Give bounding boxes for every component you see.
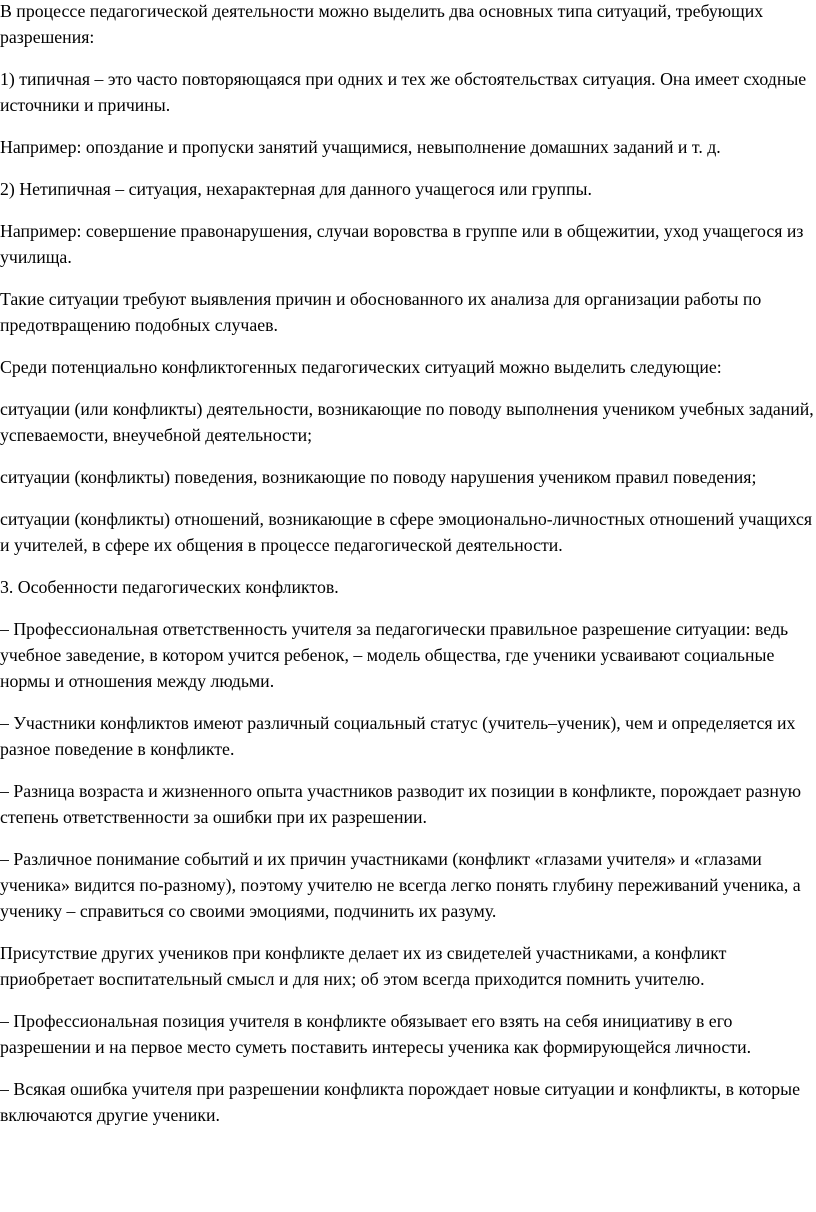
paragraph-feature-age: – Разница возраста и жизненного опыта участников разводит их позиции в конфликте, порождает разную степень ответственности за ошибки при их разрешении. (0, 781, 802, 827)
paragraph-intro: В процессе педагогической деятельности можно выделить два основных типа ситуаций, требующих разрешения: (0, 1, 764, 47)
paragraph-atypical-example: Например: совершение правонарушения, случаи воровства в группе или в общежитии, уход учащегося из училища. (0, 221, 804, 267)
section-heading-features: 3. Особенности педагогических конфликтов. (0, 577, 339, 597)
paragraph-typical: 1) типичная – это часто повторяющаяся при одних и тех же обстоятельствах ситуация. Она имеет сходные источники и причины. (0, 69, 807, 115)
paragraph-feature-responsibility: – Профессиональная ответственность учителя за педагогически правильное разрешение ситуации: ведь учебное заведение, в котором учится ребенок, – модель общества, где ученики усваивают социальные нормы и отношения между людьми. (0, 619, 789, 691)
paragraph-feature-understanding: – Различное понимание событий и их причин участниками (конфликт «глазами учителя» и «глазами ученика» видится по-разному), поэтому учителю не всегда легко понять глубину переживаний ученика, а ученику – справиться со своими эмоциями, подчинить их разуму. (0, 849, 801, 921)
paragraph-feature-initiative: – Профессиональная позиция учителя в конфликте обязывает его взять на себя инициативу в его разрешении и на первое место суметь поставить интересы ученика как формирующейся личности. (0, 1011, 752, 1057)
paragraph-feature-status: – Участники конфликтов имеют различный социальный статус (учитель–ученик), чем и определяется их разное поведение в конфликте. (0, 713, 796, 759)
paragraph-analysis: Такие ситуации требуют выявления причин и обоснованного их анализа для организации работы по предотвращению подобных случаев. (0, 289, 762, 335)
paragraph-relationship-conflicts: ситуации (конфликты) отношений, возникающие в сфере эмоционально-личностных отношений учащихся и учителей, в сфере их общения в процессе педагогической деятельности. (0, 509, 813, 555)
paragraph-typical-example: Например: опоздание и пропуски занятий учащимися, невыполнение домашних заданий и т. д. (0, 137, 721, 157)
paragraph-atypical: 2) Нетипичная – ситуация, нехарактерная для данного учащегося или группы. (0, 179, 592, 199)
paragraph-behavior-conflicts: ситуации (конфликты) поведения, возникающие по поводу нарушения учеником правил поведения; (0, 467, 757, 487)
paragraph-activity-conflicts: ситуации (или конфликты) деятельности, возникающие по поводу выполнения учеником учебных заданий, успеваемости, внеучебной деятельности; (0, 399, 814, 445)
paragraph-feature-errors: – Всякая ошибка учителя при разрешении конфликта порождает новые ситуации и конфликты, в которые включаются другие ученики. (0, 1079, 801, 1125)
paragraph-feature-witnesses: Присутствие других учеников при конфликте делает их из свидетелей участниками, а конфликт приобретает воспитательный смысл и для них; об этом всегда приходится помнить учителю. (0, 943, 727, 989)
paragraph-conflict-types-intro: Среди потенциально конфликтогенных педагогических ситуаций можно выделить следующие: (0, 357, 722, 377)
